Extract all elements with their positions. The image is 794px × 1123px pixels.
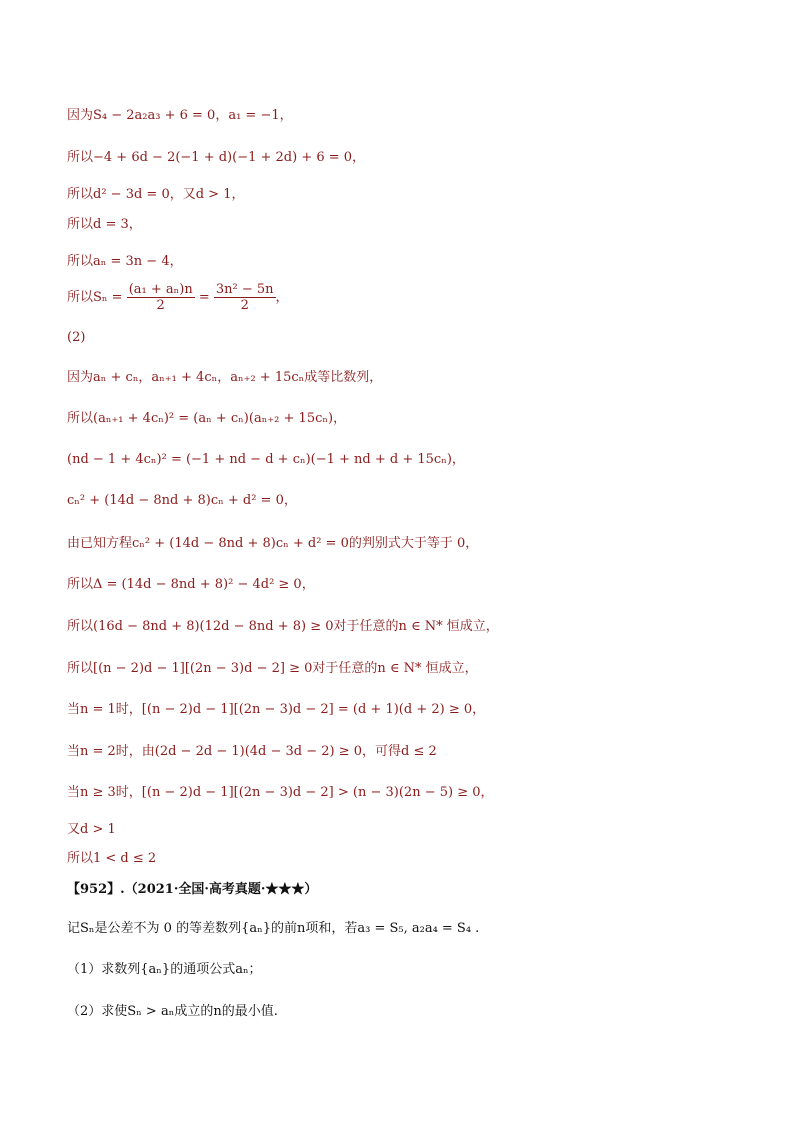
- solution-line: 当n ≥ 3时，[(n − 2)d − 1][(2n − 3)d − 2] > (n − 3)(2n − 5) ≥ 0，: [67, 785, 494, 800]
- solution-line: cₙ² + (14d − 8nd + 8)cₙ + d² = 0，: [67, 493, 297, 508]
- fraction: [214, 282, 276, 313]
- fraction-numerator: (a₁ + aₙ)n: [128, 282, 193, 297]
- sum-prefix: 所以Sₙ =: [67, 290, 127, 305]
- fraction-numerator: 3n² − 5n: [215, 282, 274, 297]
- solution-line: 所以1 < d ≤ 2: [67, 851, 157, 866]
- solution-line: 当n = 1时，[(n − 2)d − 1][(2n − 3)d − 2] = (d + 1)(d + 2) ≥ 0，: [67, 702, 486, 717]
- fraction-denominator: 2: [156, 298, 165, 313]
- problem-stem: 记Sₙ是公差不为 0 的等差数列{aₙ}的前n项和，若a₃ = S₅, a₂a₄ = S₄ .: [67, 921, 480, 936]
- problem-question-2: （2）求使Sₙ > aₙ成立的n的最小值.: [67, 1004, 278, 1019]
- equals-sign: =: [194, 290, 214, 305]
- solution-line: 所以aₙ = 3n − 4，: [67, 254, 183, 269]
- solution-line: (nd − 1 + 4cₙ)² = (−1 + nd − d + cₙ)(−1 + nd + d + 15cₙ)，: [67, 452, 465, 467]
- solution-line: 所以−4 + 6d − 2(−1 + d)(−1 + 2d) + 6 = 0，: [67, 150, 366, 165]
- problem-question-1: （1）求数列{aₙ}的通项公式aₙ；: [67, 962, 262, 977]
- solution-line: 因为S₄ − 2a₂a₃ + 6 = 0，a₁ = −1，: [67, 108, 293, 123]
- sum-formula-line: [67, 282, 289, 313]
- solution-line: 所以(aₙ₊₁ + 4cₙ)² = (aₙ + cₙ)(aₙ₊₂ + 15cₙ)，: [67, 411, 347, 426]
- solution-line: 所以[(n − 2)d − 1][(2n − 3)d − 2] ≥ 0对于任意的n ∈ N* 恒成立，: [67, 661, 478, 676]
- problem-header: 【952】.（2021·全国·高考真题·★★★）: [67, 882, 318, 897]
- solution-line: 又d > 1: [67, 822, 116, 837]
- solution-line: 所以d² − 3d = 0，又d > 1，: [67, 187, 245, 202]
- solution-line: 由已知方程cₙ² + (14d − 8nd + 8)cₙ + d² = 0的判别式大于等于 0，: [67, 536, 479, 551]
- solution-line: 所以d = 3，: [67, 217, 142, 232]
- sum-suffix: ，: [275, 290, 289, 305]
- fraction-denominator: 2: [240, 298, 249, 313]
- solution-line: 因为aₙ + cₙ，aₙ₊₁ + 4cₙ，aₙ₊₂ + 15cₙ成等比数列，: [67, 370, 383, 385]
- solution-line: 所以(16d − 8nd + 8)(12d − 8nd + 8) ≥ 0对于任意的n ∈ N* 恒成立，: [67, 619, 499, 634]
- solution-line: 所以Δ = (14d − 8nd + 8)² − 4d² ≥ 0，: [67, 577, 315, 592]
- solution-line: 当n = 2时，由(2d − 2d − 1)(4d − 3d − 2) ≥ 0，可得d ≤ 2: [67, 744, 437, 759]
- fraction: [127, 282, 195, 313]
- part-label: (2): [67, 330, 86, 345]
